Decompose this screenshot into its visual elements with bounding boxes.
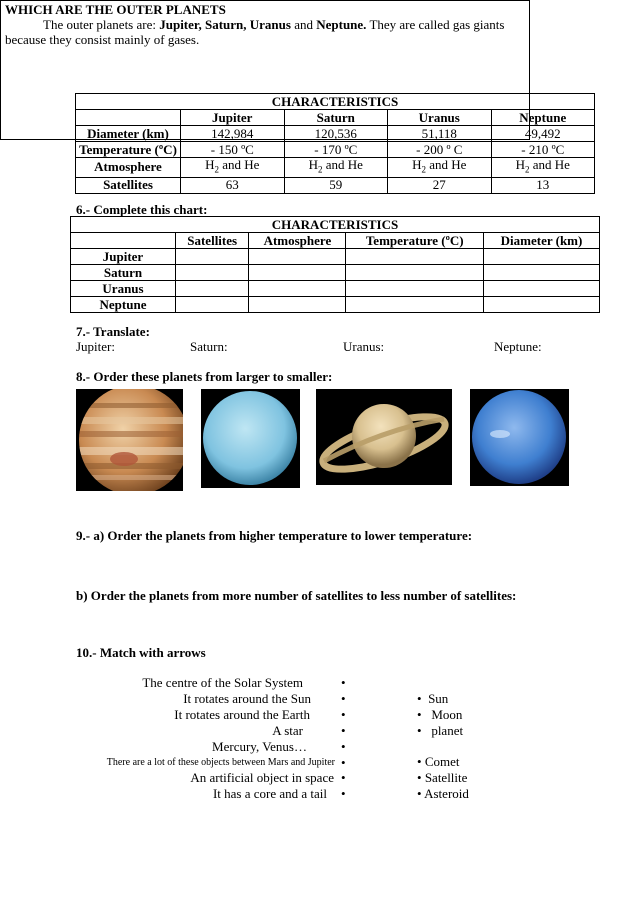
q9b-title: b) Order the planets from more number of satellites to less number of satellites: xyxy=(76,588,517,603)
col-header: Neptune xyxy=(491,110,595,126)
match-left-item: It has a core and a tail xyxy=(212,786,327,801)
match-dot[interactable]: • xyxy=(341,770,346,785)
match-left-item: It rotates around the Sun xyxy=(183,691,311,706)
neptune-image xyxy=(470,389,569,486)
match-left-item: There are a lot of these objects between Mars and Jupiter xyxy=(106,757,335,768)
answer-cell[interactable] xyxy=(484,265,600,281)
col-header: Temperature (ºC) xyxy=(346,233,484,249)
table-row: Uranus xyxy=(71,281,600,297)
outer-planets-heading: WHICH ARE THE OUTER PLANETS xyxy=(5,2,226,17)
q7-title: 7.- Translate: xyxy=(76,324,150,339)
translate-saturn: Saturn: xyxy=(190,339,228,354)
answer-cell[interactable] xyxy=(346,297,484,313)
match-right-item[interactable]: • Satellite xyxy=(417,770,468,785)
answer-cell[interactable] xyxy=(346,281,484,297)
translate-uranus: Uranus: xyxy=(343,339,385,354)
col-header: Jupiter xyxy=(181,110,285,126)
table-row: Satellites 63 59 27 13 xyxy=(76,177,595,193)
answer-cell[interactable] xyxy=(249,265,346,281)
q6-title: 6.- Complete this chart: xyxy=(76,202,208,217)
col-header: Satellites xyxy=(176,233,249,249)
col-header: Atmosphere xyxy=(249,233,346,249)
match-right-item[interactable]: • planet xyxy=(417,723,464,738)
answer-cell[interactable] xyxy=(176,297,249,313)
answer-cell[interactable] xyxy=(484,297,600,313)
match-right-item[interactable]: • Sun xyxy=(417,691,449,706)
table-row: Temperature (ºC) - 150 ºC - 170 ºC - 200 º C - 210 ºC xyxy=(76,142,595,158)
answer-cell[interactable] xyxy=(484,249,600,265)
answer-cell[interactable] xyxy=(249,281,346,297)
answer-cell[interactable] xyxy=(346,249,484,265)
table-row: Jupiter xyxy=(71,249,600,265)
answer-cell[interactable] xyxy=(176,281,249,297)
outer-planets-intro: The outer planets are: Jupiter, Saturn, Uranus and Neptune. They are called gas giants because they consist mainly of gases. xyxy=(5,17,505,47)
match-left-item: An artificial object in space xyxy=(190,770,334,785)
q8-title: 8.- Order these planets from larger to smaller: xyxy=(76,369,333,384)
match-left-item: A star xyxy=(272,723,303,738)
match-left-item: It rotates around the Earth xyxy=(174,707,310,722)
match-dot[interactable]: • xyxy=(341,739,346,754)
answer-cell[interactable] xyxy=(249,297,346,313)
saturn-image xyxy=(316,389,452,485)
jupiter-image xyxy=(76,389,183,491)
col-header: Uranus xyxy=(388,110,492,126)
match-dot[interactable]: • xyxy=(341,755,346,770)
match-left-item: The centre of the Solar System xyxy=(142,675,303,690)
q9a-title: 9.- a) Order the planets from higher temperature to lower temperature: xyxy=(76,528,473,543)
match-dot[interactable]: • xyxy=(341,723,346,738)
uranus-image xyxy=(201,389,300,488)
match-dot[interactable]: • xyxy=(341,707,346,722)
match-right-item[interactable]: • Comet xyxy=(417,754,460,769)
match-right-item[interactable]: • Asteroid xyxy=(417,786,469,801)
match-dot[interactable]: • xyxy=(341,691,346,706)
table-title: CHARACTERISTICS xyxy=(76,94,595,110)
answer-cell[interactable] xyxy=(249,249,346,265)
answer-cell[interactable] xyxy=(346,265,484,281)
answer-cell[interactable] xyxy=(484,281,600,297)
answer-cell[interactable] xyxy=(176,265,249,281)
col-header: Saturn xyxy=(284,110,388,126)
q10-title: 10.- Match with arrows xyxy=(76,645,206,660)
match-right-item[interactable]: • Moon xyxy=(417,707,463,722)
table-row: Saturn xyxy=(71,265,600,281)
table-row: Neptune xyxy=(71,297,600,313)
translate-neptune: Neptune: xyxy=(494,339,542,354)
table-row: Diameter (km) 142,984 120,536 51,118 49,492 xyxy=(76,126,595,142)
col-header: Diameter (km) xyxy=(484,233,600,249)
translate-jupiter: Jupiter: xyxy=(76,339,115,354)
match-dot[interactable]: • xyxy=(341,675,346,690)
match-left-item: Mercury, Venus… xyxy=(212,739,307,754)
characteristics-table xyxy=(75,93,595,194)
table-row: Atmosphere $H_2$ and He $H_2$ and He $H_2$ and He $H_2$ and He xyxy=(76,158,595,178)
match-dot[interactable]: • xyxy=(341,786,346,801)
answer-cell[interactable] xyxy=(176,249,249,265)
table-title: CHARACTERISTICS xyxy=(71,217,600,233)
complete-chart-table xyxy=(70,216,600,313)
